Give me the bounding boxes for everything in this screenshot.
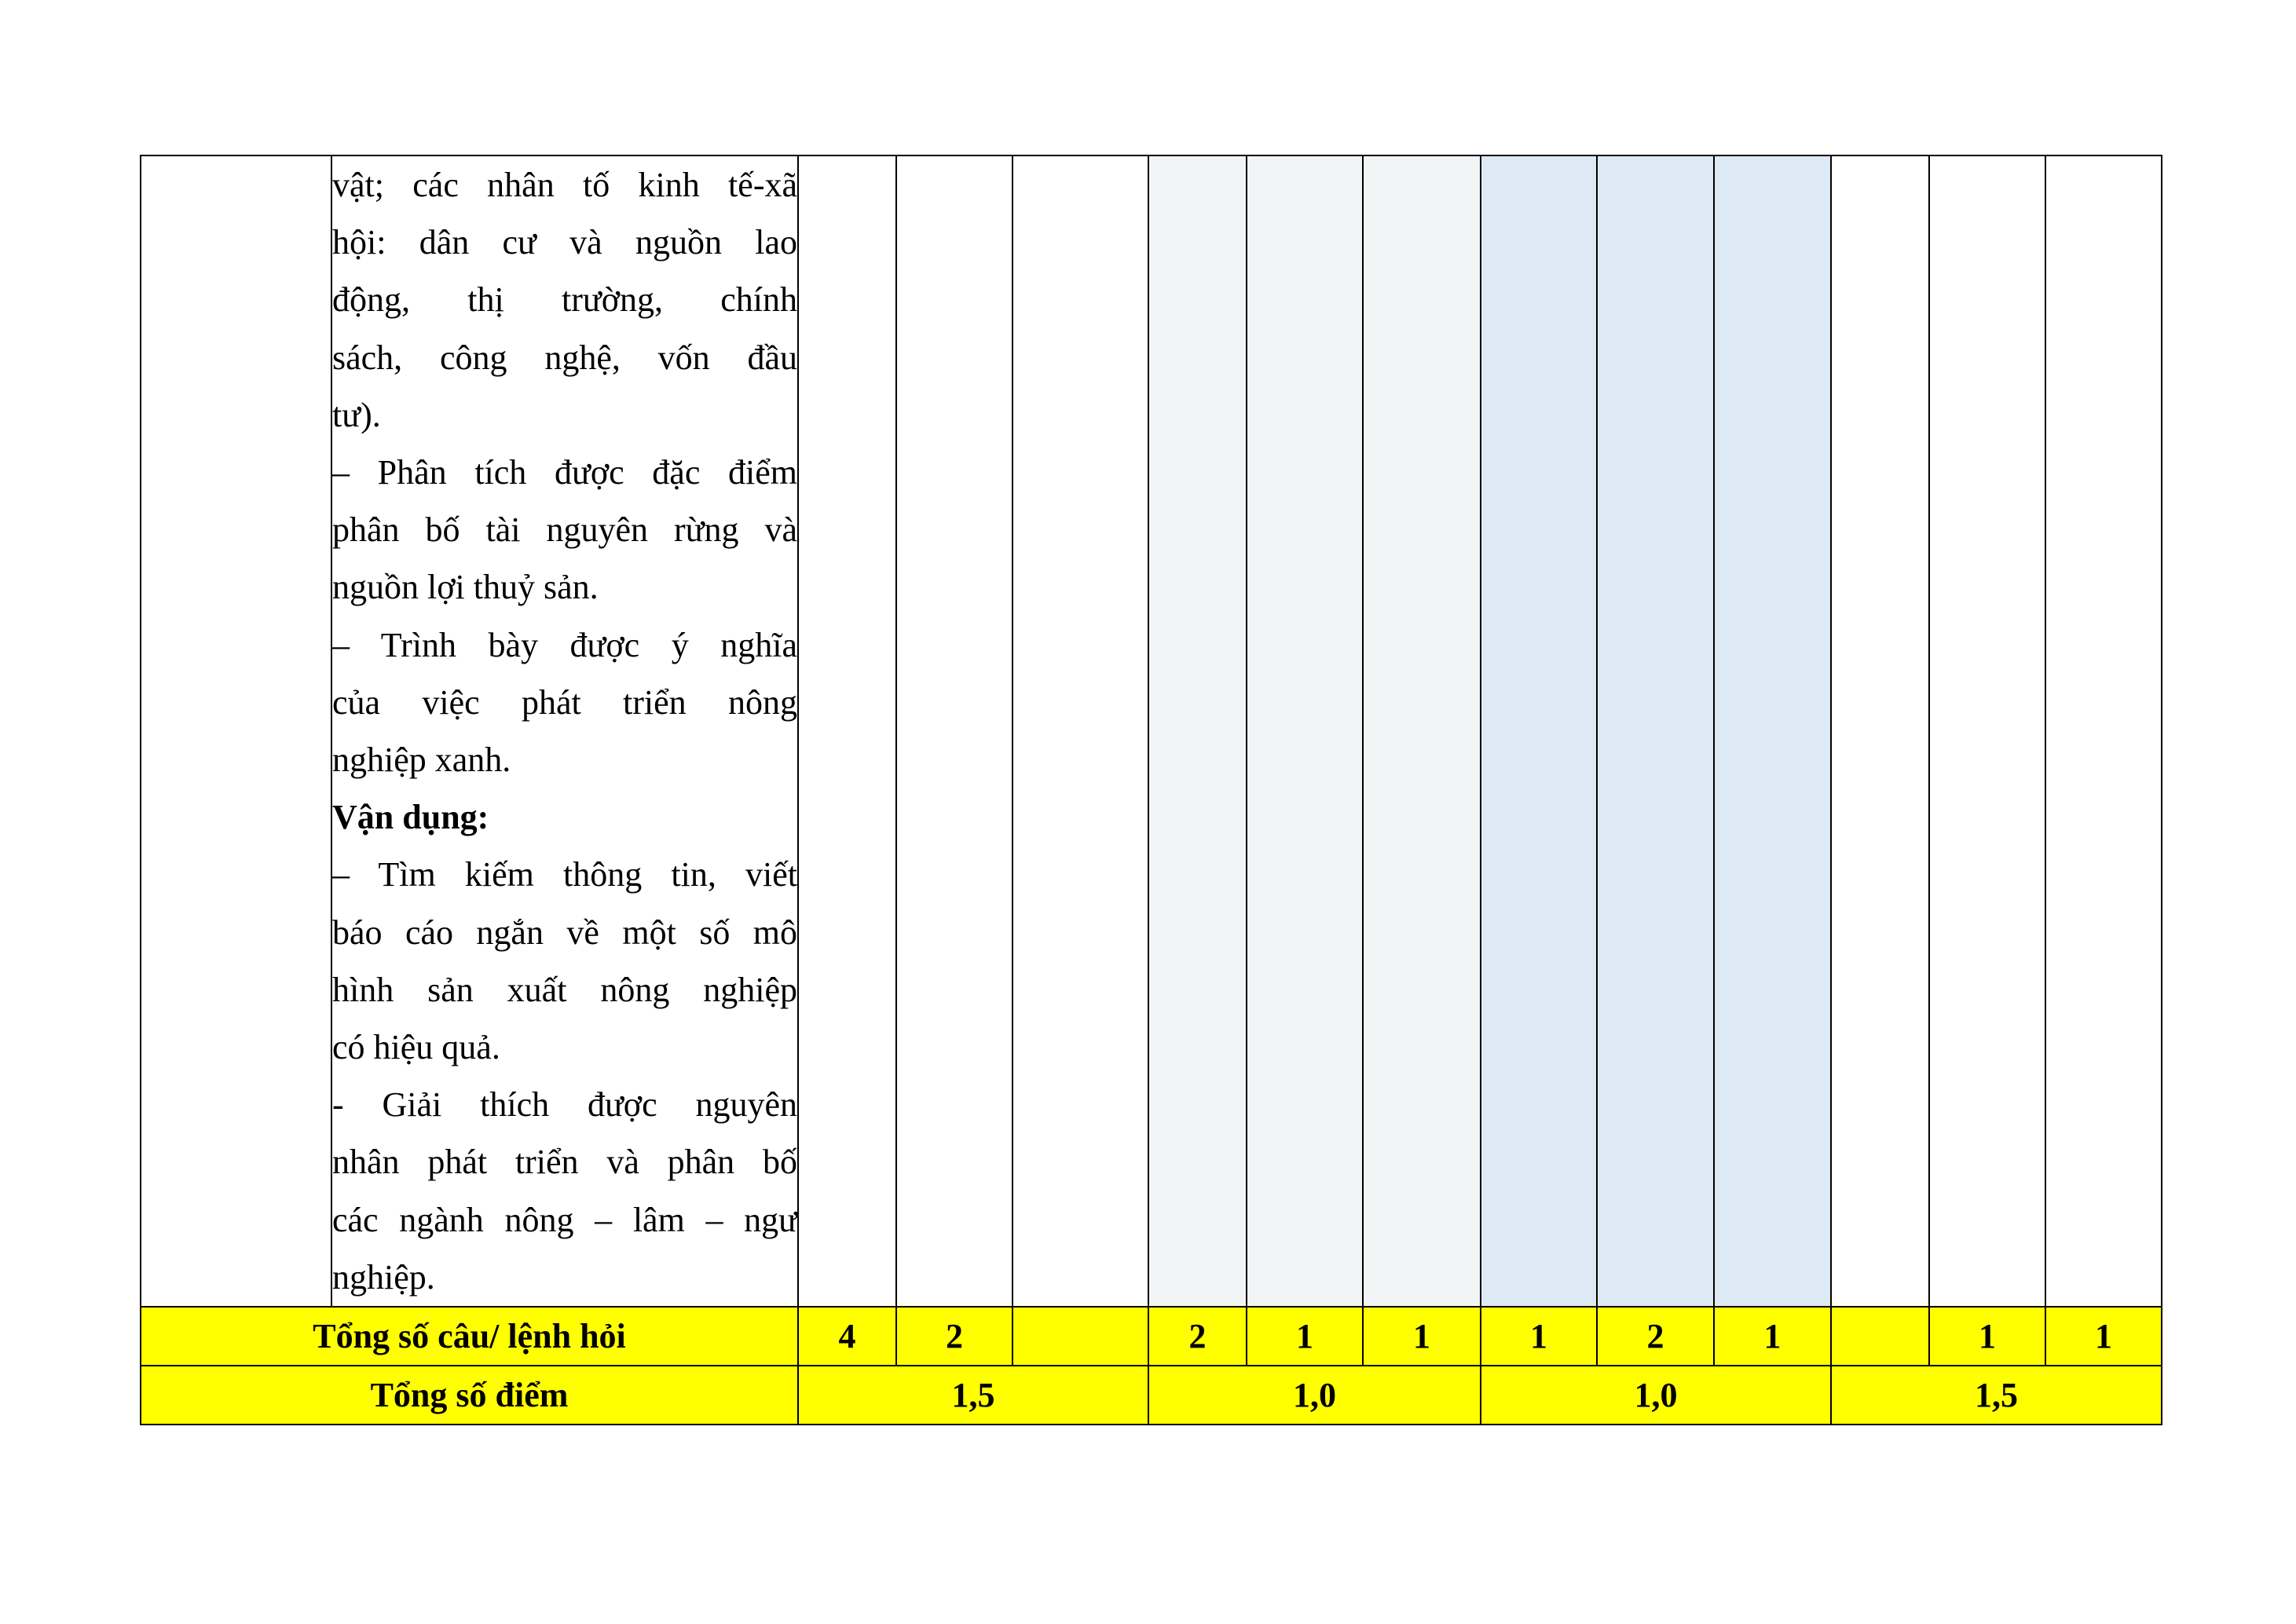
assessment-matrix-table bbox=[140, 155, 2162, 1425]
total-points-row bbox=[141, 1366, 2162, 1425]
question-count-cell bbox=[1831, 1307, 1929, 1366]
empty-cell bbox=[1714, 155, 1831, 1307]
empty-cell bbox=[1831, 155, 1929, 1307]
outcome-line: vật; các nhân tố kinh tế-xã bbox=[332, 166, 797, 204]
outcome-line: nghiệp. bbox=[332, 1257, 435, 1297]
content-row bbox=[141, 155, 2162, 1307]
outcome-line: của việc phát triển nông bbox=[332, 682, 797, 722]
outcome-line: sách, công nghệ, vốn đầu bbox=[332, 338, 797, 377]
outcome-line: các ngành nông – lâm – ngư bbox=[332, 1200, 797, 1239]
empty-cell bbox=[798, 155, 896, 1307]
outcome-line: hình sản xuất nông nghiệp bbox=[332, 970, 797, 1009]
question-count-cell: 2 bbox=[1597, 1307, 1714, 1366]
total-points-label: Tổng số điểm bbox=[141, 1366, 798, 1425]
outcome-line: tư). bbox=[332, 395, 381, 434]
outcome-line: động, thị trường, chính bbox=[332, 280, 797, 320]
question-count-cell: 1 bbox=[1481, 1307, 1597, 1366]
points-cell: 1,0 bbox=[1481, 1366, 1831, 1425]
empty-cell bbox=[1597, 155, 1714, 1307]
question-count-cell: 1 bbox=[1929, 1307, 2045, 1366]
outcome-line: hội: dân cư và nguồn lao bbox=[332, 223, 797, 262]
empty-cell bbox=[1247, 155, 1363, 1307]
question-count-cell: 1 bbox=[2045, 1307, 2162, 1366]
empty-cell bbox=[896, 155, 1013, 1307]
outcome-line: – Phân tích được đặc điểm bbox=[332, 453, 797, 492]
question-count-cell: 2 bbox=[896, 1307, 1013, 1366]
outcome-line: nguồn lợi thuỷ sản. bbox=[332, 568, 599, 607]
outcome-line: phân bố tài nguyên rừng và bbox=[332, 510, 797, 550]
empty-cell bbox=[1363, 155, 1481, 1307]
question-count-cell: 1 bbox=[1714, 1307, 1831, 1366]
outcome-line: - Giải thích được nguyên bbox=[332, 1085, 797, 1125]
total-questions-label: Tổng số câu/ lệnh hỏi bbox=[141, 1307, 798, 1366]
outcome-line: có hiệu quả. bbox=[332, 1028, 500, 1067]
outcome-line: – Trình bày được ý nghĩa bbox=[332, 625, 797, 664]
question-count-cell: 2 bbox=[1148, 1307, 1247, 1366]
points-cell: 1,5 bbox=[798, 1366, 1148, 1425]
outcome-line: nhân phát triển và phân bố bbox=[332, 1143, 797, 1182]
empty-cell bbox=[1148, 155, 1247, 1307]
question-count-cell: 1 bbox=[1247, 1307, 1363, 1366]
question-count-cell: 4 bbox=[798, 1307, 896, 1366]
outcome-line: báo cáo ngắn về một số mô bbox=[332, 913, 797, 952]
question-count-cell bbox=[1013, 1307, 1148, 1366]
total-questions-row bbox=[141, 1307, 2162, 1366]
empty-cell bbox=[2045, 155, 2162, 1307]
topic-cell bbox=[141, 155, 331, 1307]
learning-outcomes-cell bbox=[331, 155, 798, 1307]
outcome-line: nghiệp xanh. bbox=[332, 741, 511, 780]
empty-cell bbox=[1481, 155, 1597, 1307]
empty-cell bbox=[1929, 155, 2045, 1307]
points-cell: 1,5 bbox=[1831, 1366, 2162, 1425]
points-cell: 1,0 bbox=[1148, 1366, 1481, 1425]
question-count-cell: 1 bbox=[1363, 1307, 1481, 1366]
empty-cell bbox=[1013, 155, 1148, 1307]
outcome-line: – Tìm kiếm thông tin, viết bbox=[332, 855, 797, 894]
section-heading-van-dung: Vận dụng: bbox=[332, 798, 489, 837]
